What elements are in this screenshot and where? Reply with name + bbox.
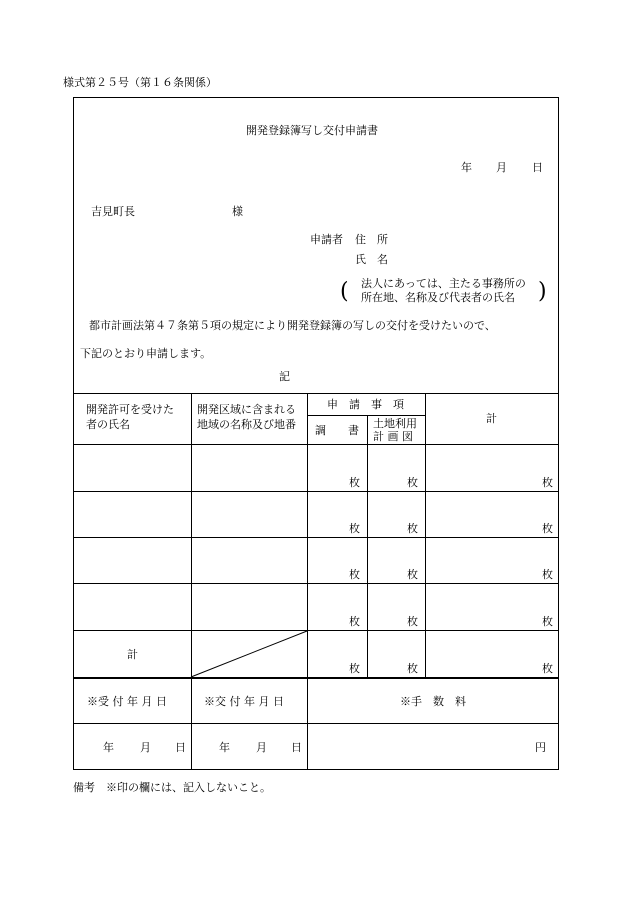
col2-header-line1: 開発区域に含まれる <box>197 403 296 416</box>
header-bottom-line <box>74 444 558 445</box>
issued-date-label: ※交 付 年 月 日 <box>204 695 284 708</box>
form-title: 開発登録簿写し交付申請書 <box>246 124 378 137</box>
row1-unit-2: 枚 <box>407 476 418 489</box>
fee-label: ※手 数 料 <box>400 695 466 708</box>
col3-divider <box>367 415 368 678</box>
col1-divider <box>191 393 192 770</box>
row4-unit-1: 枚 <box>349 615 360 628</box>
row1-unit-1: 枚 <box>349 476 360 489</box>
row2-unit-1: 枚 <box>349 522 360 535</box>
row2-unit-3: 枚 <box>542 522 553 535</box>
addressee-honorific: 様 <box>232 205 243 218</box>
total-unit-1: 枚 <box>349 662 360 675</box>
form-number: 様式第２５号（第１６条関係） <box>63 76 217 89</box>
received-date-label: ※受 付 年 月 日 <box>87 695 167 708</box>
sub1-header: 調 書 <box>315 424 359 437</box>
total-unit-2: 枚 <box>407 662 418 675</box>
date-day-label: 日 <box>532 161 543 174</box>
issued-year: 年 <box>219 741 230 754</box>
applicant-note-line2: 所在地、名称及び代表者の氏名 <box>361 291 515 304</box>
row3-bottom-line <box>74 583 558 584</box>
date-year-label: 年 <box>461 161 472 174</box>
sub2-header-line1: 土地利用 <box>373 417 417 430</box>
row3-unit-2: 枚 <box>407 568 418 581</box>
issued-day: 日 <box>291 741 302 754</box>
body-line1: 都市計画法第４７条第５項の規定により開発登録簿の写しの交付を受けたいので、 <box>89 319 496 332</box>
row3-unit-1: 枚 <box>349 568 360 581</box>
row4-bottom-line <box>74 630 558 631</box>
issued-month: 月 <box>256 741 267 754</box>
col1-header-line2: 者の氏名 <box>86 418 130 431</box>
total-unit-3: 枚 <box>542 662 553 675</box>
fee-yen: 円 <box>535 741 546 754</box>
row1-bottom-line <box>74 491 558 492</box>
note-right-paren: ) <box>538 279 547 304</box>
total-row-label: 計 <box>127 648 138 661</box>
row4-unit-3: 枚 <box>542 615 553 628</box>
col2-divider <box>307 393 308 770</box>
row4-unit-2: 枚 <box>407 615 418 628</box>
row2-unit-2: 枚 <box>407 522 418 535</box>
applicant-note-line1: 法人にあっては、主たる事務所の <box>361 277 526 290</box>
request-header: 申 請 事 項 <box>327 398 404 411</box>
col4-divider <box>425 393 426 678</box>
applicant-address-label: 住 所 <box>355 233 388 246</box>
sub2-header-line2: 計 画 図 <box>373 430 413 443</box>
received-year: 年 <box>103 741 114 754</box>
row3-unit-3: 枚 <box>542 568 553 581</box>
applicant-name-label: 氏 名 <box>355 253 388 266</box>
total-header: 計 <box>486 412 497 425</box>
total-bottom-line <box>74 677 558 679</box>
received-month: 月 <box>140 741 151 754</box>
ki-label: 記 <box>279 370 290 383</box>
applicant-label: 申請者 <box>310 233 343 246</box>
row2-bottom-line <box>74 537 558 538</box>
col1-header-line1: 開発許可を受けた <box>86 403 174 416</box>
bottom-mid-line <box>74 723 558 724</box>
note-left-paren: ( <box>340 279 349 304</box>
remarks: 備考 ※印の欄には、記入しないこと。 <box>73 781 271 794</box>
table-top-line <box>74 393 558 394</box>
received-day: 日 <box>175 741 186 754</box>
body-line2: 下記のとおり申請します。 <box>80 347 212 360</box>
row1-unit-3: 枚 <box>542 476 553 489</box>
date-month-label: 月 <box>496 161 507 174</box>
addressee-name: 吉見町長 <box>91 205 135 218</box>
col2-header-line2: 地域の名称及び地番 <box>197 418 296 431</box>
